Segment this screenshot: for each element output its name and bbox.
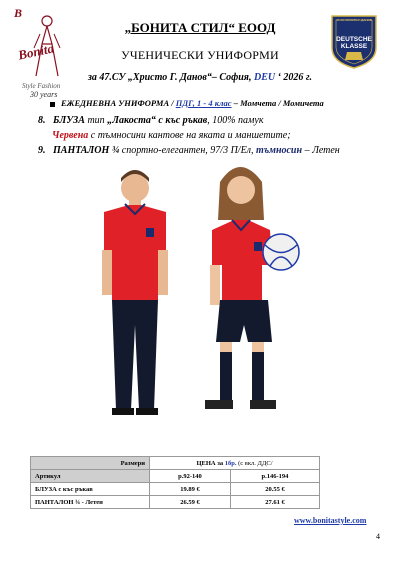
section-heading-link[interactable]: ПДГ, 1 - 4 клас [175, 98, 232, 108]
company-name: „БОНИТА СТИЛ“ ЕООД [124, 20, 276, 35]
item-color-navy: тъмносин [256, 145, 303, 156]
girl-figure [205, 167, 299, 409]
price-cell: 20.55 € [230, 483, 319, 496]
badge-top-text: 47-СУ ХРИСТО Г. ДАНОВ [336, 18, 372, 22]
price-table [30, 456, 320, 509]
school-line [0, 72, 400, 83]
item-name: ПАНТАЛОН ¾ [53, 145, 120, 156]
article-name: ПАНТАЛОН ¾ - Летен [31, 496, 150, 509]
school-line-prefix: за 47.СУ „Христо Г. Данов“– София, [88, 72, 254, 83]
page-number: 4 [376, 532, 380, 541]
size-col-2: р.146-194 [230, 470, 319, 483]
logo-tagline: Style Fashion [22, 82, 61, 90]
document-title: УЧЕНИЧЕСКИ УНИФОРМИ [121, 48, 279, 62]
sizes-label-cell [31, 457, 150, 470]
item-8-note [52, 130, 291, 141]
school-line-deu: DEU [253, 72, 276, 83]
bullet-square-icon [50, 102, 55, 107]
item-desc-bold: „Лакоста“ с къс ръкав [107, 115, 208, 126]
boy-figure [102, 170, 168, 415]
item-color-red: Червена [52, 130, 89, 141]
logo-years: 30 years [30, 90, 58, 99]
section-heading-prefix: ЕЖЕДНЕВНА УНИФОРМА / [61, 98, 176, 108]
price-cell: 19.89 € [150, 483, 231, 496]
table-row [31, 483, 320, 496]
item-desc-tail: , 100% памук [207, 115, 264, 126]
price-cell: 26.59 € [150, 496, 231, 509]
price-header-cell [150, 457, 320, 470]
logo-brand: Bonita [16, 40, 56, 63]
school-line-suffix: ‘ 2026 г. [275, 72, 312, 83]
table-row [31, 496, 320, 509]
item-desc-normal: спортно-елегантен, 97/3 П/Ел, [119, 145, 257, 156]
item-desc-normal: тип [84, 115, 108, 126]
price-label-prefix: ЦЕНА за [196, 459, 225, 467]
size-col-1: р.92-140 [150, 470, 231, 483]
article-label: Артикул [31, 470, 150, 483]
item-8-line [38, 115, 264, 126]
item-name: БЛУЗА [53, 115, 85, 126]
price-label-unit: 1бр. [224, 459, 237, 467]
price-label-suffix: (с вкл. ДДС/ [236, 459, 273, 467]
website-link[interactable]: www.bonitastyle.com [294, 516, 367, 525]
article-name: БЛУЗА с къс ръкав [31, 483, 150, 496]
item-number: 8. [38, 115, 46, 126]
item-number: 9. [38, 145, 46, 156]
badge-label: DEUTSCHE KLASSE [336, 36, 372, 50]
item-note-rest: с тъмносини кантове на яката и маншетите; [88, 130, 291, 141]
uniform-photo [0, 150, 400, 440]
section-heading-suffix: – Момчета / Момичета [231, 98, 324, 108]
item-desc-tail: – Летен [302, 145, 340, 156]
sizes-label: Размери [120, 459, 145, 467]
section-heading [50, 98, 324, 108]
price-cell: 27.61 € [230, 496, 319, 509]
logo-letter: B [14, 6, 23, 20]
